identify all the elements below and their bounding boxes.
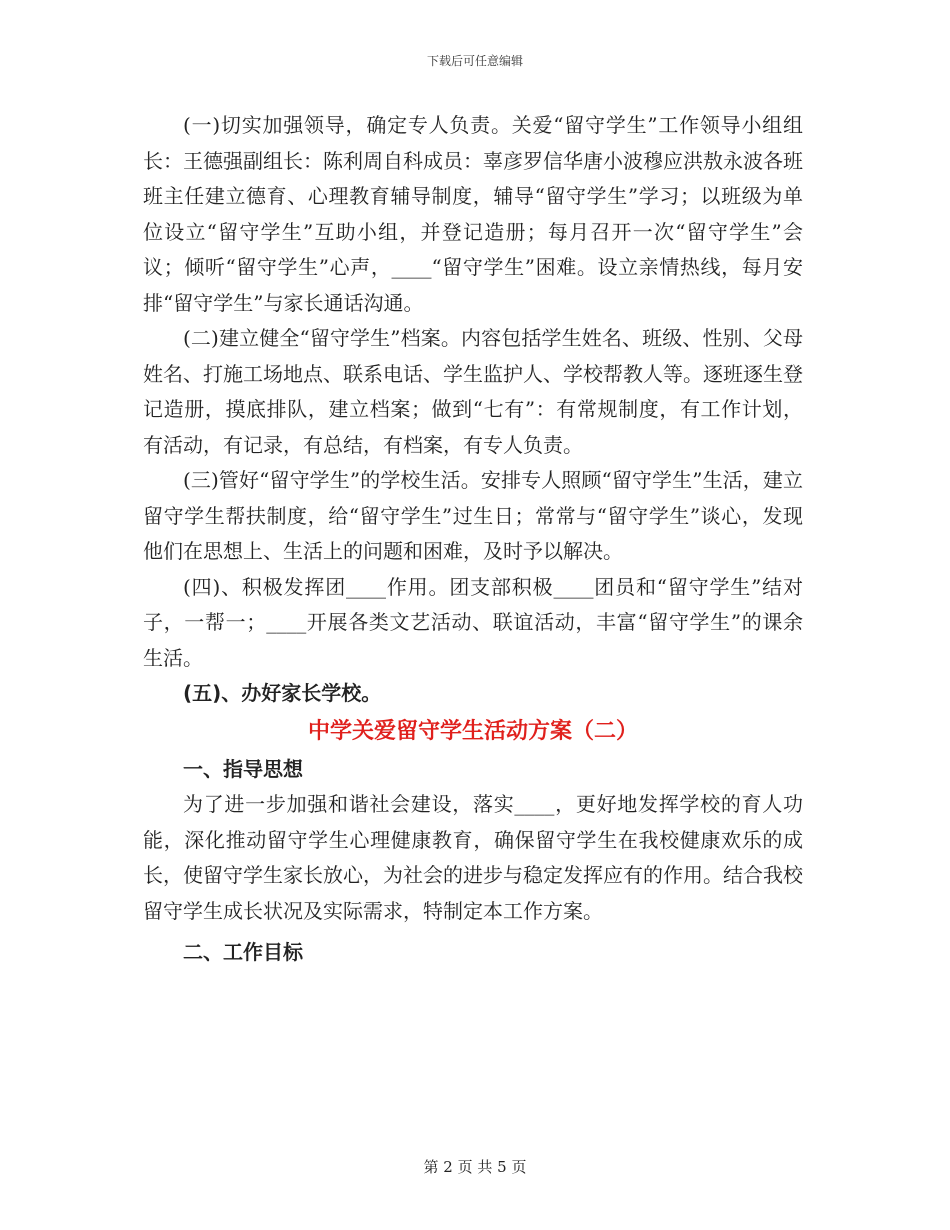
paragraph-6: 为了进一步加强和谐社会建设，落实____，更好地发挥学校的育人功能，深化推动留守学生心理健康教育，确保留守学生在我校健康欢乐的成长，使留守学生家长放心，为社会的进步与稳定发挥应有的作用。结合我校留守学生成长状况及实际需求，特制定本工作方案。 [143,792,803,923]
heading-guiding-ideology: 一、指导思想 [183,756,303,781]
page-footer: 第 2 页 共 5 页 [423,1158,527,1176]
paragraph-2: (二)建立健全“留守学生”档案。内容包括学生姓名、班级、性别、父母姓名、打施工场地点、联系电话、学生监护人、学校帮教人等。逐班逐生登记造册，摸底排队，建立档案；做到“七有”：有常规制度，有工作计划，有活动，有记录，有总结，有档案，有专人负责。 [143,326,803,457]
paragraph-4: (四)、积极发挥团____作用。团支部积极____团员和“留守学生”结对子，一帮一；____开展各类文艺活动、联谊活动，丰富“留守学生”的课余生活。 [143,574,803,670]
paragraph-3: (三)管好“留守学生”的学校生活。安排专人照顾“留守学生”生活，建立留守学生帮扶制度，给“留守学生”过生日；常常与“留守学生”谈心，发现他们在思想上、生活上的问题和困难，及时予以解决。 [143,468,803,563]
paragraph-5-heading: (五)、办好家长学校。 [183,681,382,705]
section-title: 中学关爱留守学生活动方案（二） [307,718,638,744]
document-body [143,108,803,971]
page-header: 下载后可任意编辑 [426,54,523,68]
heading-work-goals: 二、工作目标 [183,940,303,964]
paragraph-1: (一)切实加强领导，确定专人负责。关爱“留守学生”工作领导小组组长：王德强副组长：陈利周自科成员：辜彦罗信华唐小波穆应洪敖永波各班班主任建立德育、心理教育辅导制度，辅导“留守学生”学习；以班级为单位设立“留守学生”互助小组，并登记造册；每月召开一次“留守学生”会议；倾听“留守学生”心声，____“留守学生”困难。设立亲情热线，每月安排“留守学生”与家长通话沟通。 [143,113,803,315]
